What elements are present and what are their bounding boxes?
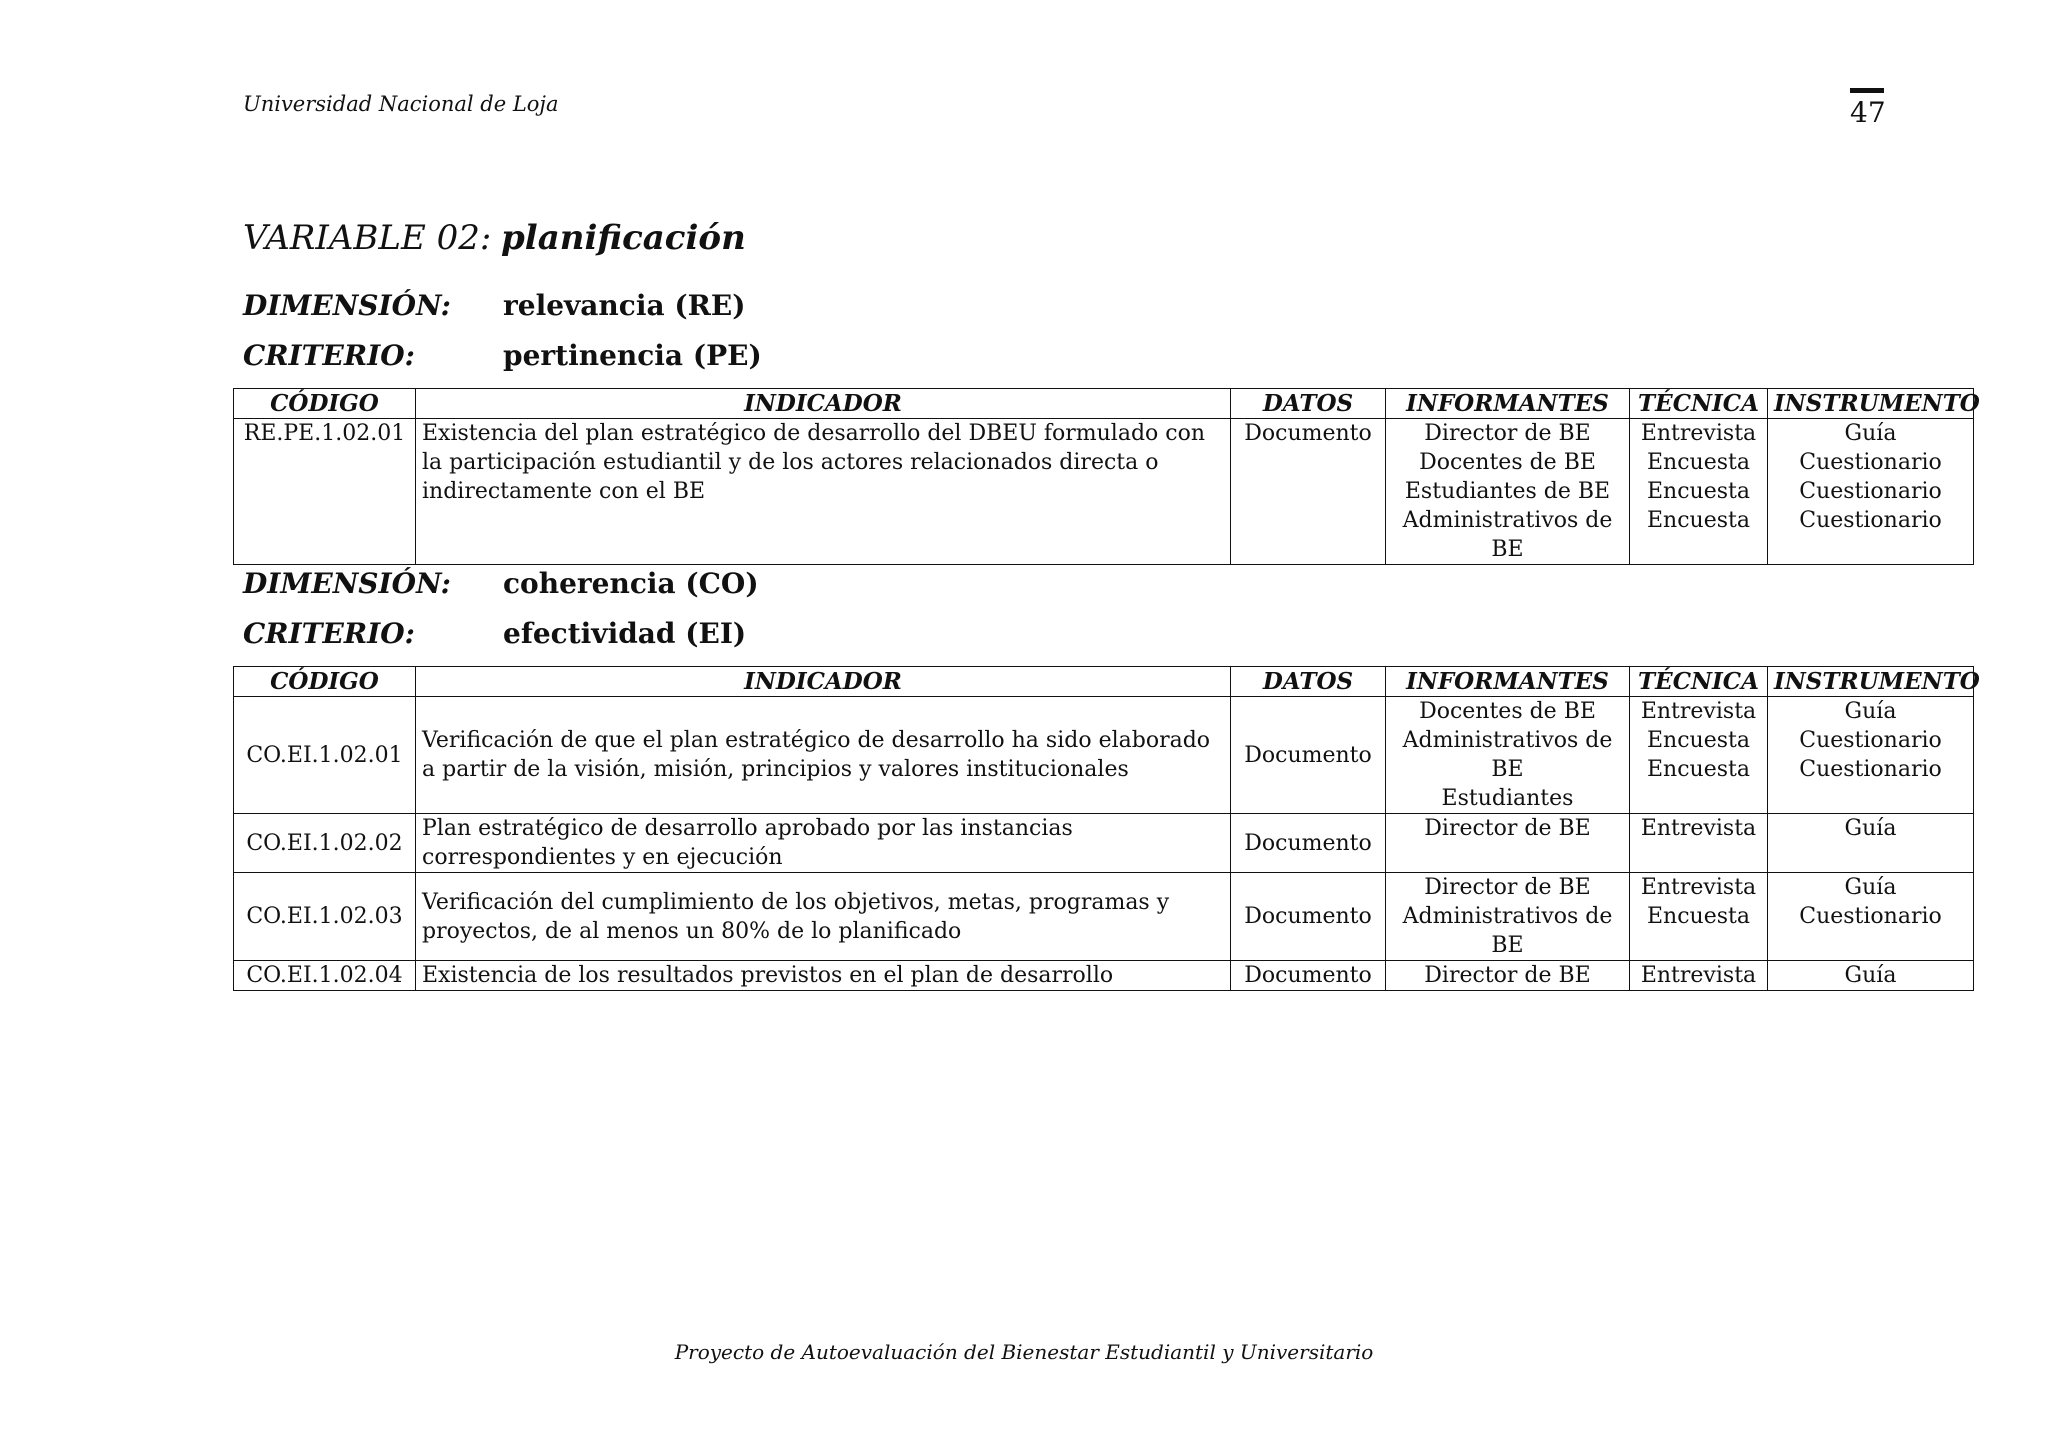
cell-instrumento <box>1768 697 1974 814</box>
header-codigo: CÓDIGO <box>234 389 416 419</box>
informantes-item: Director de BE <box>1424 875 1591 900</box>
cell-indicador: Verificación del cumplimiento de los objetivos, metas, programas y proyectos, de al menos un 80% de lo planificado <box>416 873 1231 961</box>
tecnica-item: Encuesta <box>1647 904 1750 929</box>
criterio-label: CRITERIO: <box>243 617 415 650</box>
cell-informantes <box>1386 419 1630 565</box>
instrumento-item: Cuestionario <box>1799 508 1942 533</box>
informantes-item: Estudiantes <box>1441 786 1574 811</box>
informantes-item: Administrativos de BE <box>1402 728 1613 782</box>
dimension-value: coherencia (CO) <box>503 567 759 600</box>
cell-tecnica <box>1630 961 1768 991</box>
instrumento-item: Cuestionario <box>1799 757 1942 782</box>
cell-codigo: CO.EI.1.02.02 <box>234 814 416 873</box>
tecnica-item: Encuesta <box>1647 728 1750 753</box>
cell-informantes <box>1386 873 1630 961</box>
instrumento-item: Guía <box>1844 421 1897 446</box>
header-datos: DATOS <box>1231 389 1386 419</box>
tecnica-item: Entrevista <box>1640 816 1757 841</box>
criterio-heading-2 <box>243 617 746 650</box>
tecnica-item: Encuesta <box>1647 508 1750 533</box>
informantes-item: Docentes de BE <box>1419 450 1596 475</box>
cell-datos: Documento <box>1231 419 1386 565</box>
variable-value: planificación <box>501 218 746 258</box>
variable-label: VARIABLE 02: <box>243 218 492 258</box>
indicator-table-2 <box>233 666 1980 991</box>
dimension-label: DIMENSIÓN: <box>243 289 451 322</box>
cell-datos: Documento <box>1231 873 1386 961</box>
tecnica-item: Encuesta <box>1647 479 1750 504</box>
dimension-heading-1 <box>243 289 745 322</box>
table-row <box>234 419 1974 565</box>
tecnica-item: Entrevista <box>1640 699 1757 724</box>
tecnica-item: Entrevista <box>1640 963 1757 988</box>
table-header-row <box>234 389 1974 419</box>
tecnica-item: Entrevista <box>1640 875 1757 900</box>
instrumento-item: Guía <box>1844 875 1897 900</box>
dimension-value: relevancia (RE) <box>503 289 746 322</box>
informantes-item: Docentes de BE <box>1419 699 1596 724</box>
instrumento-item: Cuestionario <box>1799 479 1942 504</box>
dimension-label: DIMENSIÓN: <box>243 567 451 600</box>
tecnica-item: Encuesta <box>1647 450 1750 475</box>
header-instrumento: INSTRUMENTO <box>1768 389 1974 419</box>
informantes-item: Director de BE <box>1424 816 1591 841</box>
cell-instrumento <box>1768 873 1974 961</box>
criterio-value: efectividad (EI) <box>503 617 747 650</box>
footer: Proyecto de Autoevaluación del Bienestar Estudiantil y Universitario <box>674 1340 1374 1364</box>
table-row <box>234 873 1974 961</box>
table-row <box>234 961 1974 991</box>
instrumento-item: Cuestionario <box>1799 728 1942 753</box>
header-informantes: INFORMANTES <box>1386 389 1630 419</box>
cell-tecnica <box>1630 814 1768 873</box>
instrumento-item: Cuestionario <box>1799 904 1942 929</box>
cell-codigo: RE.PE.1.02.01 <box>234 419 416 565</box>
cell-indicador: Existencia de los resultados previstos en el plan de desarrollo <box>416 961 1231 991</box>
instrumento-item: Guía <box>1844 816 1897 841</box>
cell-instrumento <box>1768 961 1974 991</box>
cell-instrumento <box>1768 419 1974 565</box>
cell-informantes <box>1386 961 1630 991</box>
cell-codigo: CO.EI.1.02.01 <box>234 697 416 814</box>
running-head: Universidad Nacional de Loja <box>243 92 559 116</box>
indicator-table-1 <box>233 388 1980 565</box>
header-codigo: CÓDIGO <box>234 667 416 697</box>
cell-indicador: Plan estratégico de desarrollo aprobado por las instancias correspondientes y en ejecución <box>416 814 1231 873</box>
header-instrumento: INSTRUMENTO <box>1768 667 1974 697</box>
dimension-heading-2 <box>243 567 759 600</box>
cell-instrumento <box>1768 814 1974 873</box>
header-datos: DATOS <box>1231 667 1386 697</box>
tecnica-item: Entrevista <box>1640 421 1757 446</box>
table-row <box>234 814 1974 873</box>
instrumento-item: Guía <box>1844 699 1897 724</box>
instrumento-item: Cuestionario <box>1799 450 1942 475</box>
table-header-row <box>234 667 1974 697</box>
cell-tecnica <box>1630 419 1768 565</box>
cell-codigo: CO.EI.1.02.03 <box>234 873 416 961</box>
cell-tecnica <box>1630 697 1768 814</box>
cell-indicador: Verificación de que el plan estratégico de desarrollo ha sido elaborado a partir de la visión, misión, principios y valores institucionales <box>416 697 1231 814</box>
criterio-heading-1 <box>243 339 762 372</box>
instrumento-item: Guía <box>1844 963 1897 988</box>
cell-informantes <box>1386 697 1630 814</box>
variable-heading <box>243 218 746 258</box>
informantes-item: Administrativos de BE <box>1402 508 1613 562</box>
informantes-item: Estudiantes de BE <box>1404 479 1611 504</box>
tecnica-item: Encuesta <box>1647 757 1750 782</box>
header-tecnica: TÉCNICA <box>1630 389 1768 419</box>
cell-datos: Documento <box>1231 961 1386 991</box>
cell-datos: Documento <box>1231 814 1386 873</box>
header-informantes: INFORMANTES <box>1386 667 1630 697</box>
page-number: 47 <box>1850 88 1884 127</box>
cell-indicador: Existencia del plan estratégico de desarrollo del DBEU formulado con la participación estudiantil y de los actores relacionados directa o indirectamente con el BE <box>416 419 1231 565</box>
cell-codigo: CO.EI.1.02.04 <box>234 961 416 991</box>
cell-informantes <box>1386 814 1630 873</box>
cell-tecnica <box>1630 873 1768 961</box>
informantes-item: Administrativos de BE <box>1402 904 1613 958</box>
header-indicador: INDICADOR <box>416 667 1231 697</box>
cell-datos: Documento <box>1231 697 1386 814</box>
criterio-label: CRITERIO: <box>243 339 415 372</box>
header-tecnica: TÉCNICA <box>1630 667 1768 697</box>
criterio-value: pertinencia (PE) <box>503 339 762 372</box>
informantes-item: Director de BE <box>1424 963 1591 988</box>
table-row <box>234 697 1974 814</box>
header-indicador: INDICADOR <box>416 389 1231 419</box>
informantes-item: Director de BE <box>1424 421 1591 446</box>
